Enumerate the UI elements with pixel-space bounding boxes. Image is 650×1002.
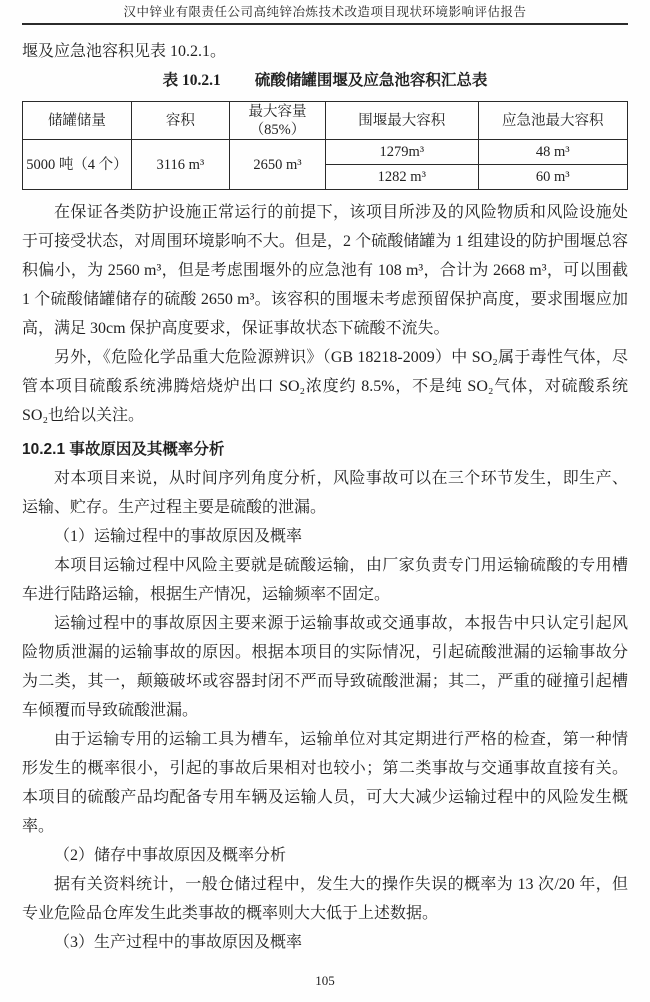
cell-volume: 3116 m³ [131, 140, 229, 190]
col-header-storage: 储罐储量 [23, 102, 132, 140]
cell-max-capacity: 2650 m³ [229, 140, 325, 190]
body-paragraph-6: 由于运输专用的运输工具为槽车，运输单位对其定期进行严格的检查，第一种情形发生的概率很小，引起的事故后果相对也较小；第二类事故与交通事故直接有关。本项目的硫酸产品均配备专用车辆及运输人员，可大大减少运输过程中的风险发生概率。 [22, 731, 628, 835]
capacity-summary-table [22, 101, 628, 190]
body-paragraph-2: 另外，《危险化学品重大危险源辨识》（GB 18218-2009）中 SO₂属于毒性气体，尽管本项目硫酸系统沸腾焙烧炉出口 SO₂浓度约 8.5%，不是纯 SO₂气体，对硫酸系统 SO₂也给以关注。 [22, 349, 628, 424]
table-caption [22, 66, 628, 95]
table-row [23, 140, 628, 165]
cell-dike-value-2: 1282 m³ [326, 165, 478, 190]
body-paragraph-5: 运输过程中的事故原因主要来源于运输事故或交通事故，本报告中只认定引起风险物质泄漏的运输事故的原因。根据本项目的实际情况，引起硫酸泄漏的运输事故分为二类，其一，颠簸破坏或容器封闭不严而导致硫酸泄漏；其二，严重的碰撞引起槽车倾覆而导致硫酸泄漏。 [22, 615, 628, 719]
table-header-row [23, 102, 628, 140]
section-heading: 10.2.1 事故原因及其概率分析 [22, 441, 225, 458]
cell-dike-value-1: 1279m³ [326, 140, 478, 165]
table-caption-label: 表 10.2.1 [162, 72, 221, 89]
list-item-3: （3）生产过程中的事故原因及概率 [54, 934, 303, 951]
body-paragraph-1: 在保证各类防护设施正常运行的前提下，该项目所涉及的风险物质和风险设施处于可接受状态，对周围环境影响不大。但是，2 个硫酸储罐为 1 组建设的防护围堰总容积偏小，为 2560 m³，但是考虑围堰外的应急池有 108 m³，合计为 2668 m³，可以围截 1 个硫酸储罐储存的硫酸 2650 m³。该容积的围堰未考虑预留保护高度，要求围堰应加高，满足 30cm 保护高度要求，保证事故状态下硫酸不流失。 [22, 204, 628, 337]
list-item-2: （2）储存中事故原因及概率分析 [54, 847, 287, 864]
body-paragraph-4: 本项目运输过程中风险主要就是硫酸运输，由厂家负责专门用运输硫酸的专用槽车进行陆路运输，根据生产情况，运输频率不固定。 [22, 557, 628, 603]
page-header-title: 汉中锌业有限责任公司高纯锌冶炼技术改造项目现状环境影响评估报告 [123, 5, 527, 19]
page-number: 105 [315, 973, 335, 988]
col-header-volume: 容积 [131, 102, 229, 140]
body-paragraph-3: 对本项目来说，从时间序列角度分析，风险事故可以在三个环节发生，即生产、运输、贮存。生产过程主要是硫酸的泄漏。 [22, 470, 628, 516]
col-header-pool-max: 应急池最大容积 [478, 102, 627, 140]
list-item-1: （1）运输过程中的事故原因及概率 [54, 528, 303, 545]
page-header [22, 0, 628, 25]
cell-storage: 5000 吨（4 个） [23, 140, 132, 190]
col-header-max-capacity [229, 102, 325, 140]
col-header-max-capacity-line2: （85%） [249, 121, 306, 138]
table-caption-title: 硫酸储罐围堰及应急池容积汇总表 [254, 72, 488, 89]
col-header-dike-max: 围堰最大容积 [326, 102, 478, 140]
cell-pool-value-2: 60 m³ [478, 165, 627, 190]
col-header-max-capacity-line1: 最大容量 [248, 103, 307, 120]
body-paragraph-7: 据有关资料统计，一般仓储过程中，发生大的操作失误的概率为 13 次/20 年，但专业危险品仓库发生此类事故的概率则大大低于上述数据。 [22, 876, 628, 922]
page-content [22, 37, 628, 957]
intro-paragraph: 堰及应急池容积见表 10.2.1。 [22, 43, 227, 60]
cell-pool-value-1: 48 m³ [478, 140, 627, 165]
